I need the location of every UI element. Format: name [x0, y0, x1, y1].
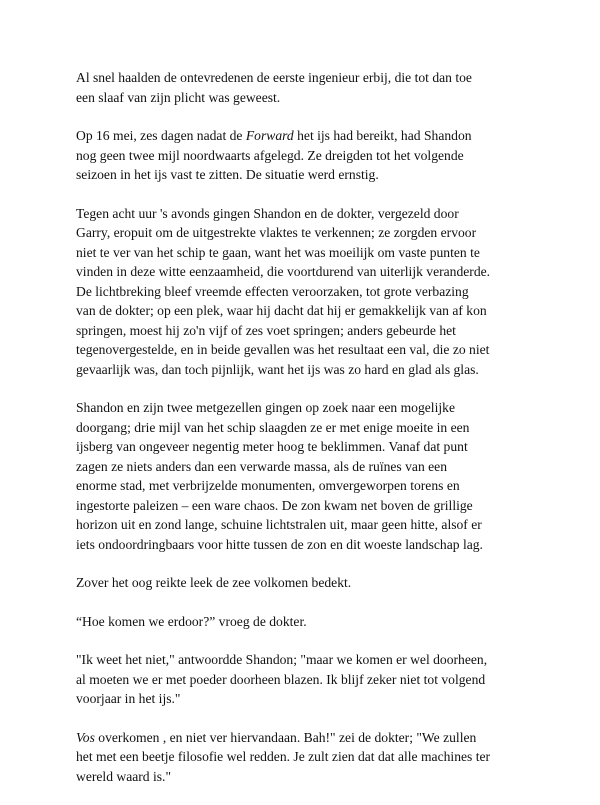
text-line: zagen ze niets anders dan een verwarde massa, als de ruïnes van een	[76, 458, 448, 474]
text-fragment: het ijs had bereikt, had Shandon	[297, 128, 472, 143]
text-line: De lichtbreking bleef vreemde effecten veroorzaken, tot grote verbazing	[76, 283, 469, 299]
text-line: iets ondoordringbaars voor hitte tussen de zon en dit woeste landschap lag.	[76, 536, 483, 552]
text-line: ijsberg van ongeveer negentig meter hoog te beklimmen. Vanaf dat punt	[76, 439, 468, 454]
paragraph-1	[76, 68, 532, 107]
text-line: van de dokter; op een plek, waar hij dacht dat hij er gemakkelijk van af kon	[76, 303, 487, 318]
text-line: “Hoe komen we erdoor?” vroeg de dokter.	[76, 613, 307, 629]
text-line: ingestorte paleizen – een ware chaos. De zon kwam net boven de grillige	[76, 497, 473, 513]
text-fragment: Op 16 mei, zes dagen nadat de	[76, 128, 243, 143]
text-line: springen, moest hij zo'n vijf of zes voet springen; anders gebeurde het	[76, 322, 456, 338]
paragraph-8	[76, 728, 532, 787]
text-line: gevaarlijk was, dan toch pijnlijk, want het ijs was zo hard en glad als glas.	[76, 361, 479, 377]
text-line	[76, 728, 532, 748]
text-line: wereld waard is."	[76, 768, 172, 784]
text-line: "Ik weet het niet," antwoordde Shandon; "maar we komen er wel doorheen,	[76, 652, 488, 667]
paragraph-4	[76, 398, 532, 554]
ship-name-forward: Forward	[245, 128, 294, 143]
text-line: al moeten we er met poeder doorheen blazen. Ik blijf zeker niet tot volgend	[76, 671, 486, 687]
body-text	[76, 68, 532, 805]
text-line: voorjaar in het ijs."	[76, 691, 181, 706]
text-line: een slaaf van zijn plicht was geweest.	[76, 89, 281, 105]
paragraph-7	[76, 650, 532, 709]
text-line: niet te ver van het schip te gaan, want het was moeilijk om vaste punten te	[76, 244, 480, 260]
text-line: enorme stad, met verbrijzelde monumenten, omvergeworpen torens en	[76, 478, 460, 493]
paragraph-2	[76, 126, 532, 185]
text-line: Tegen acht uur 's avonds gingen Shandon en de dokter, vergezeld door	[76, 205, 459, 221]
text-line: tegenovergestelde, en in beide gevallen was het resultaat een val, die zo niet	[76, 342, 490, 357]
text-line: Al snel haalden de ontevredenen de eerste ingenieur erbij, die tot dan toe	[76, 70, 472, 85]
text-line	[76, 126, 532, 146]
text-line: het met een beetje filosofie wel redden. Je zult zien dat dat alle machines ter	[76, 749, 491, 764]
text-line: Garry, eropuit om de uitgestrekte vlaktes te verkennen; ze zorgden ervoor	[76, 225, 477, 240]
text-line: vinden in deze witte eenzaamheid, die voortdurend van uiterlijk veranderde.	[76, 264, 491, 279]
paragraph-5	[76, 573, 532, 593]
text-line: doorgang; drie mijl van het schip slaagden ze er met enige moeite in een	[76, 419, 470, 435]
ship-name-vos: Vos	[76, 729, 95, 745]
text-line: Zover het oog reikte leek de zee volkomen bedekt.	[76, 575, 352, 590]
text-line: Shandon en zijn twee metgezellen gingen op zoek naar een mogelijke	[76, 400, 455, 415]
text-line: seizoen in het ijs vast te zitten. De situatie werd ernstig.	[76, 167, 379, 182]
paragraph-6	[76, 612, 532, 632]
paragraph-3	[76, 204, 532, 380]
text-line: horizon uit en zond lange, schuine lichtstralen uit, maar geen hitte, alsof er	[76, 517, 482, 532]
text-fragment: overkomen , en niet ver hiervandaan. Bah!" zei de dokter; "We zullen	[98, 729, 477, 745]
text-line: nog geen twee mijl noordwaarts afgelegd. Ze dreigden tot het volgende	[76, 147, 464, 163]
